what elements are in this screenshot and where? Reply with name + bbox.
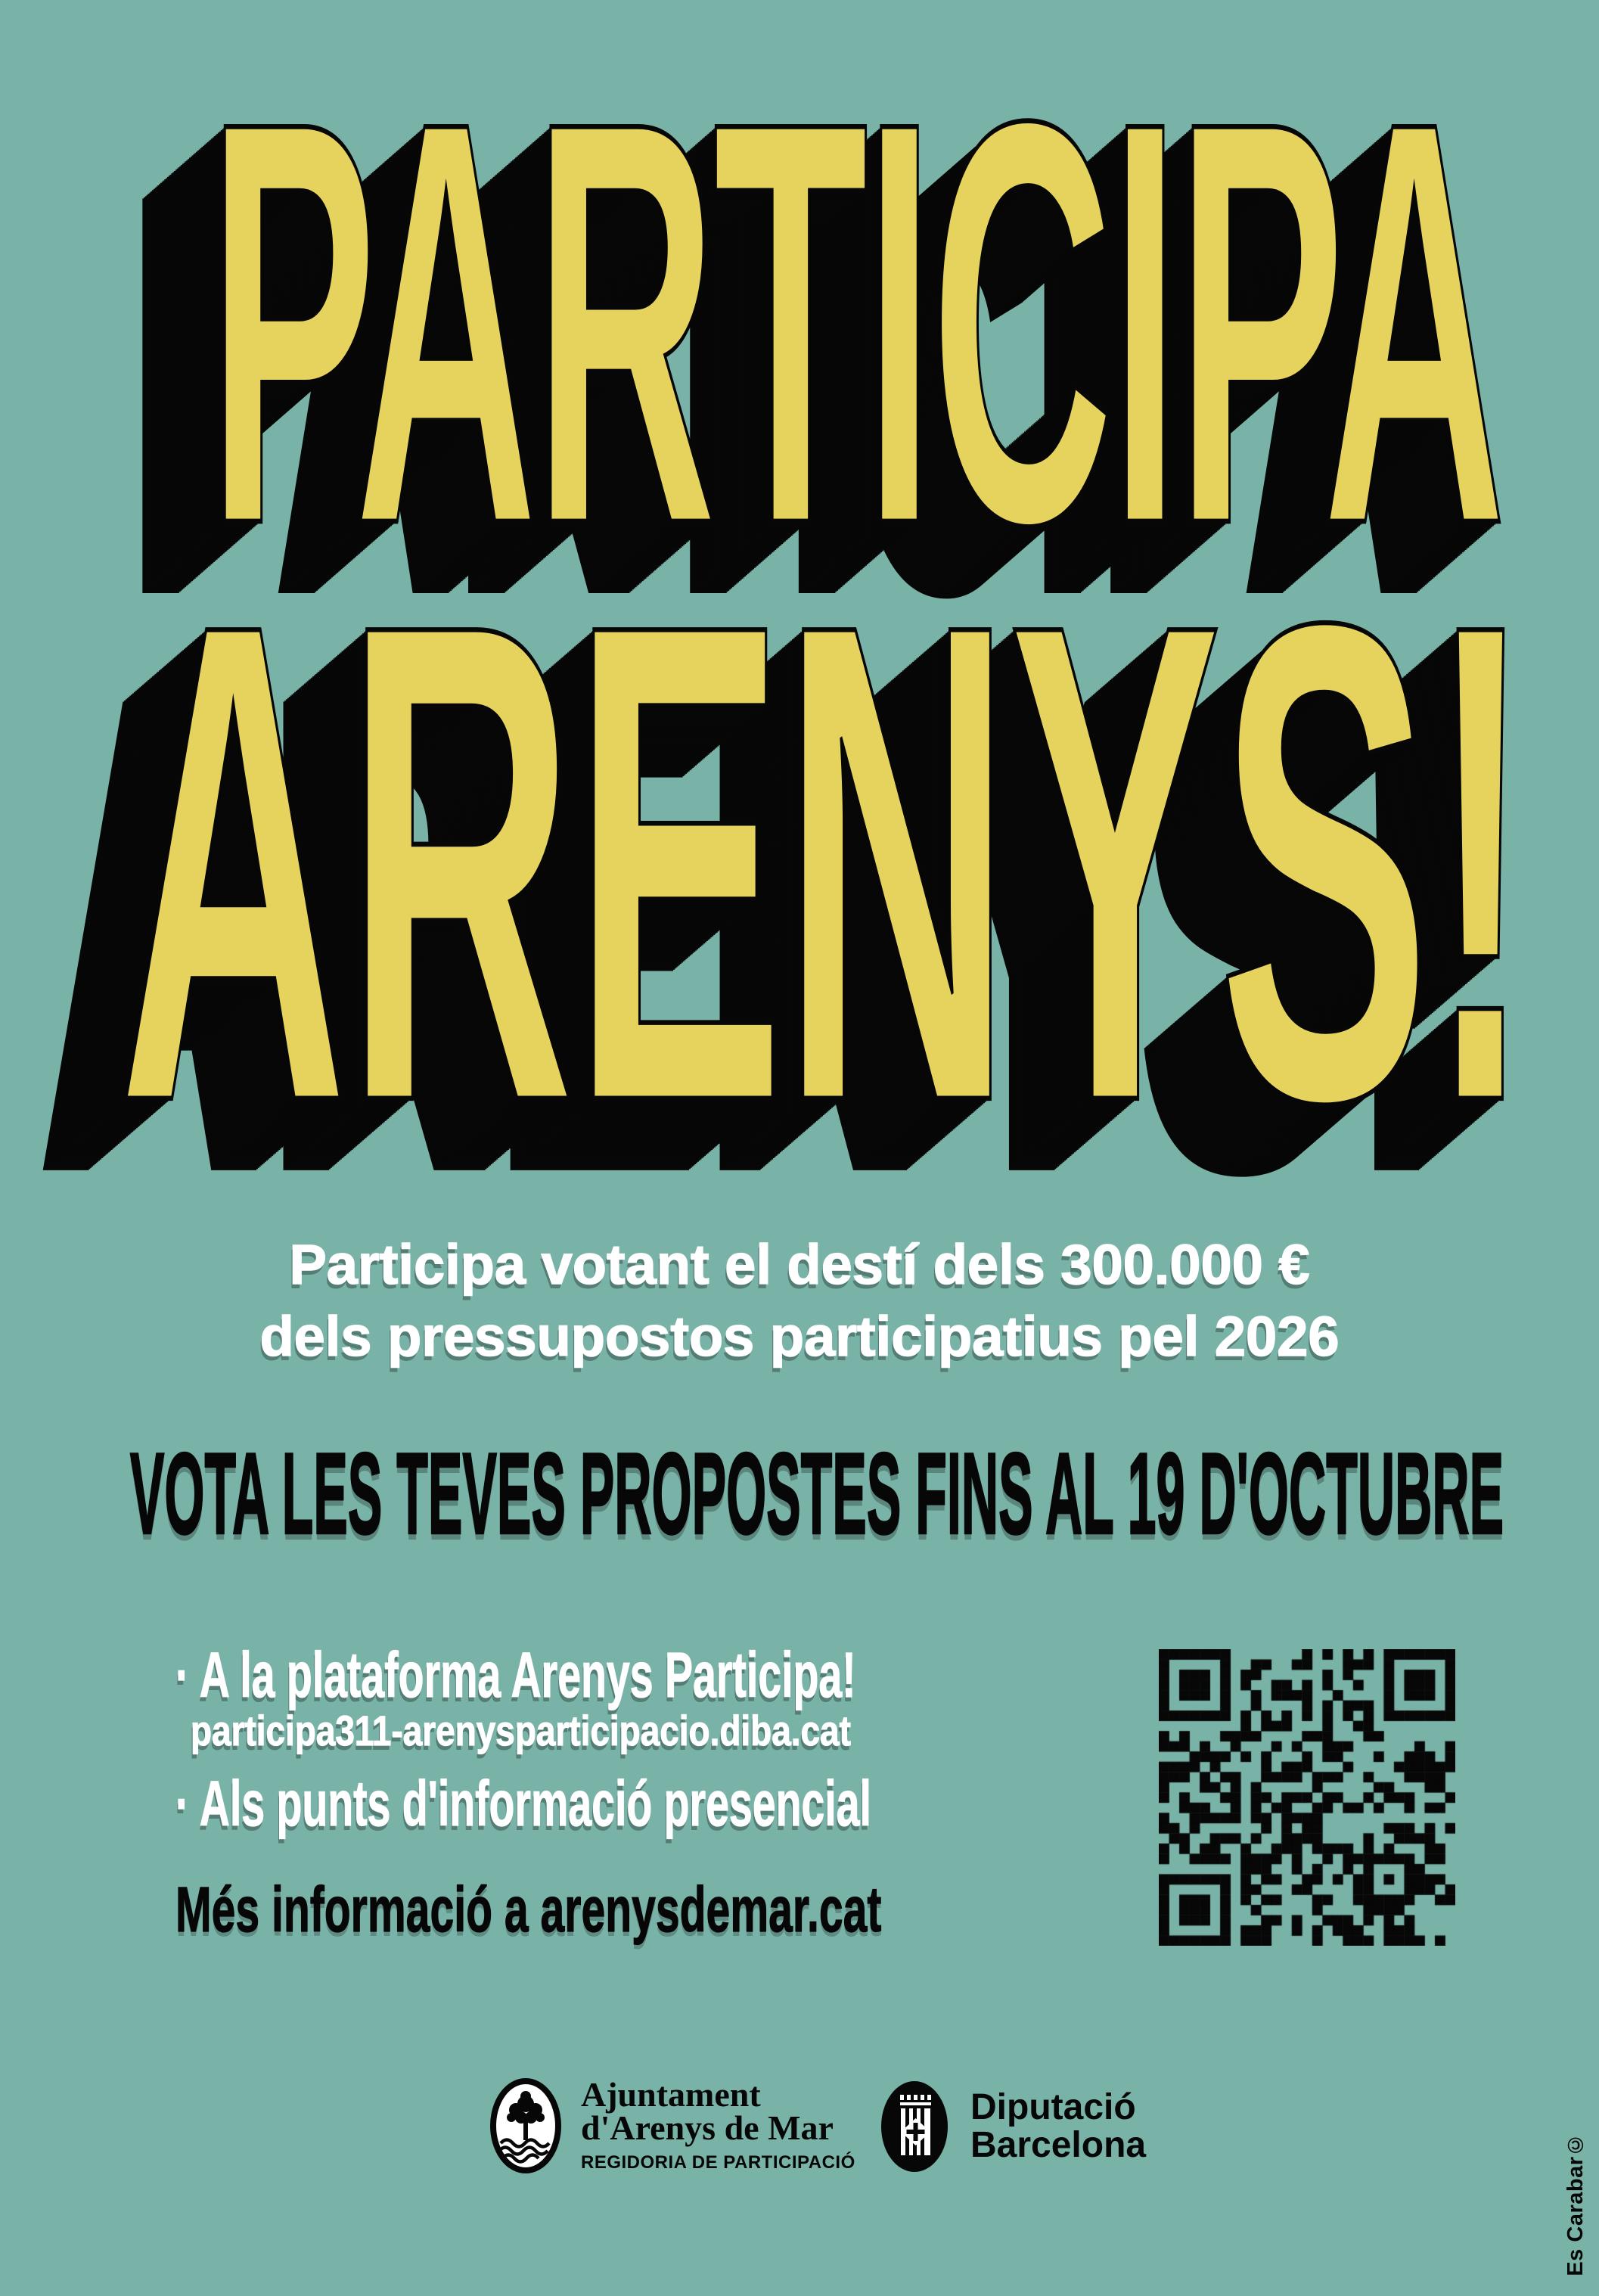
platform-url-label: participa311-arenysparticipacio.diba.cat	[191, 1707, 851, 1754]
diputacio-name-line1: Diputació	[970, 2087, 1136, 2127]
logo-diputacio-barcelona	[880, 2079, 1146, 2174]
channel-bullet-inperson-label: · Als punts d'informació presencial	[175, 1768, 871, 1839]
more-info	[175, 1874, 1214, 1945]
ajuntament-name-line1: Ajuntament	[581, 2075, 761, 2114]
channel-bullet-platform	[175, 1639, 1206, 1710]
ajuntament-department: REGIDORIA DE PARTICIPACIÓ	[581, 2152, 855, 2173]
channel-bullet-platform-label: · A la plataforma Arenys Participa!	[175, 1639, 856, 1710]
studio-credit: Es Carabar©	[1563, 2132, 1588, 2276]
diputacio-name-line2: Barcelona	[970, 2125, 1147, 2165]
qr-code-icon	[1159, 1649, 1455, 1946]
diputacio-seal-icon	[880, 2080, 949, 2173]
logo-ajuntament-arenys	[490, 2077, 855, 2174]
title-line-2: ARENYS!	[118, 481, 1531, 1244]
more-info-label: Més informació a arenysdemar.cat	[175, 1874, 882, 1945]
arenys-crest-icon	[490, 2078, 561, 2173]
ajuntament-text	[581, 2075, 855, 2173]
title-line-1: PARTICIPA	[207, 3, 1502, 645]
subtitle	[0, 1229, 1599, 1372]
subtitle-line-2: dels pressupostos participatius pel 2026	[259, 1305, 1340, 1368]
diputacio-text	[970, 2089, 1146, 2164]
platform-url	[191, 1707, 995, 1754]
deadline-headline: VOTA LES TEVES PROPOSTES FINS AL 19 D'OCTUBRE	[129, 1429, 1504, 1559]
subtitle-line-1: Participa votant el destí dels 300.000 €	[289, 1233, 1310, 1296]
ajuntament-name-line2: d'Arenys de Mar	[581, 2108, 834, 2147]
channel-bullet-inperson	[175, 1768, 1230, 1839]
